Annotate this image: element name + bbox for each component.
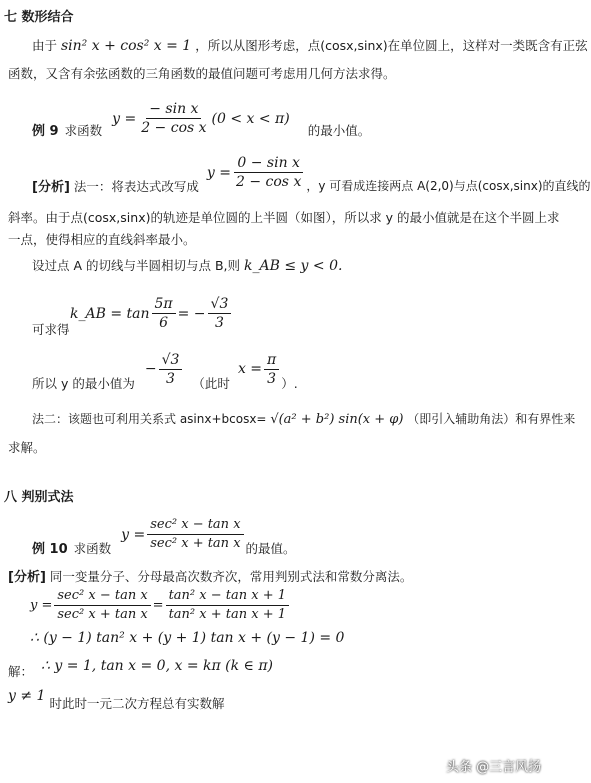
example-9-condition: (0 < x < π) (211, 110, 290, 127)
minimum-x-numerator: π (264, 352, 279, 370)
section-8-heading: 八 判别式法 (4, 490, 74, 505)
example-10-numerator: sec² x − tan x (147, 517, 243, 535)
analysis-9-method2 (32, 410, 575, 427)
intro-text-b: ，所以从图形考虑，点(cosx,sinx)在单位圆上，这样对一类既含有正弦 (195, 38, 588, 53)
minimum-text: 所以 y 的最小值为 (32, 376, 135, 391)
section-7-heading: 七 数形结合 (4, 10, 74, 25)
minimum-statement: 所以 y 的最小值为 − $\frac{√3}{3}$ （此时 x = $\frac{\pi}{3}$ ）. (32, 351, 298, 391)
analysis-9-denominator: 2 − cos x (236, 174, 302, 190)
equation-1-fraction-2 (166, 588, 289, 623)
example-9 (32, 98, 370, 139)
analysis-9-numerator: 0 − sin x (234, 155, 303, 173)
kab-angle-numerator: 5π (152, 296, 176, 314)
equation-1-fraction-1 (54, 588, 150, 623)
equation-1-y: y = (30, 598, 53, 613)
example-9-label: 例 9 (32, 124, 59, 139)
equation-2: ∴ (y − 1) tan² x + (y + 1) tan x + (y − 1) = 0 (30, 630, 345, 646)
example-9-denominator: 2 − cos x (141, 120, 207, 136)
minimum-numerator: √3 (159, 352, 183, 370)
equation-1-numerator-1: sec² x − tan x (54, 588, 150, 606)
paragraph-intro-line2: 函数，又含有余弦函数的三角函数的最值问题可考虑用几何方法求得。 (8, 66, 396, 81)
equation-1-denominator-1: sec² x + tan x (57, 607, 148, 622)
example-10-y: y = (121, 526, 146, 543)
equation-4-tail: 时此时一元二次方程总有实数解 (49, 696, 225, 711)
equation-4-row (8, 686, 225, 711)
intro-text-a: 由于 (32, 38, 58, 53)
kab-angle-denominator: 6 (159, 315, 169, 331)
example-9-tail: 的最小值。 (307, 122, 371, 138)
kab-value-denominator: 3 (215, 315, 224, 331)
example-10-ask: 求函数 (73, 540, 112, 556)
analysis-9-text: 法一：将表达式改写成 (73, 178, 199, 194)
example-9-y: y = (112, 110, 137, 127)
find-label: 可求得 (32, 322, 70, 337)
tangent-statement (32, 256, 342, 274)
analysis-9-line2: 斜率。由于点(cosx,sinx)的轨迹是单位圆的上半圆（如图），所以求 y 的最小值就是在这个半圆上求 (8, 210, 560, 225)
equation-1: y = $\frac{\text{sec² x − tan x}}{\text{sec² x + tan x}}$ = $\frac{\text{tan² x − tan x + 1}}{\text{tan² x + tan x + 1}}$ (30, 588, 291, 623)
kab-fraction-angle (152, 296, 176, 331)
watermark: 头条 @三言风扬 (446, 760, 542, 775)
analysis-9-text-b: ，y 可看成连接两点 A(2,0)与点(cosx,sinx)的直线的 (306, 179, 591, 193)
example-10-fraction (147, 517, 243, 552)
analysis-10-label: [分析] (8, 570, 46, 585)
method2-text-b: （即引入辅助角法）和有界性来 (407, 412, 576, 426)
equation-4: y ≠ 1 (8, 688, 46, 704)
equation-1-denominator-2: tan² x + tan x + 1 (168, 607, 286, 622)
example-9-ask: 求函数 (64, 122, 103, 138)
minimum-x-fraction (264, 352, 279, 387)
tangent-inequality: k_AB ≤ y < 0. (244, 258, 343, 274)
kab-fraction-value (208, 296, 232, 331)
analysis-9-method2-line2: 求解。 (8, 440, 46, 455)
equation-3: ∴ y = 1, tan x = 0, x = kπ (k ∈ π) (41, 658, 274, 674)
minimum-at: （此时 (192, 376, 230, 391)
minimum-denominator: 3 (166, 370, 175, 387)
solution-label: 解： (8, 664, 34, 679)
kab-equation (70, 296, 233, 331)
example-9-numerator: − sin x (146, 101, 201, 119)
analysis-9-y: y = (206, 164, 231, 181)
minimum-fraction (159, 352, 183, 387)
analysis-9-line3: 一点，使得相应的直线斜率最小。 (8, 232, 196, 247)
paragraph-intro-line1 (32, 36, 588, 54)
minimum-x: x = (237, 361, 263, 377)
minimum-x-denominator: 3 (267, 370, 277, 387)
kab-equals: = − (177, 305, 206, 322)
method2-formula: √(a² + b²) sin(x + φ) (270, 412, 404, 427)
example-10 (32, 512, 296, 557)
kab-value-numerator: √3 (208, 296, 232, 314)
example-9-fraction (138, 101, 209, 136)
analysis-9-method1 (32, 150, 591, 195)
example-10-denominator: sec² x + tan x (150, 536, 241, 551)
analysis-10 (8, 566, 412, 585)
analysis-9-fraction (233, 155, 304, 190)
equation-3-row (8, 656, 274, 679)
analysis-10-text: 同一变量分子、分母最高次数齐次，常用判别式法和常数分离法。 (49, 569, 413, 584)
kab-left: k_AB = tan (70, 305, 150, 322)
equation-1-numerator-2: tan² x − tan x + 1 (166, 588, 289, 606)
example-10-tail: 的最值。 (245, 540, 296, 556)
tangent-text: 设过点 A 的切线与半圆相切与点 B,则 (32, 258, 241, 273)
identity-formula: sin² x + cos² x = 1 (61, 38, 192, 54)
example-10-label: 例 10 (32, 542, 68, 557)
minimum-end: ）. (281, 376, 298, 391)
analysis-9-label: [分析] (32, 180, 70, 195)
method2-text-a: 法二：该题也可利用关系式 asinx+bcosx= (32, 412, 267, 426)
